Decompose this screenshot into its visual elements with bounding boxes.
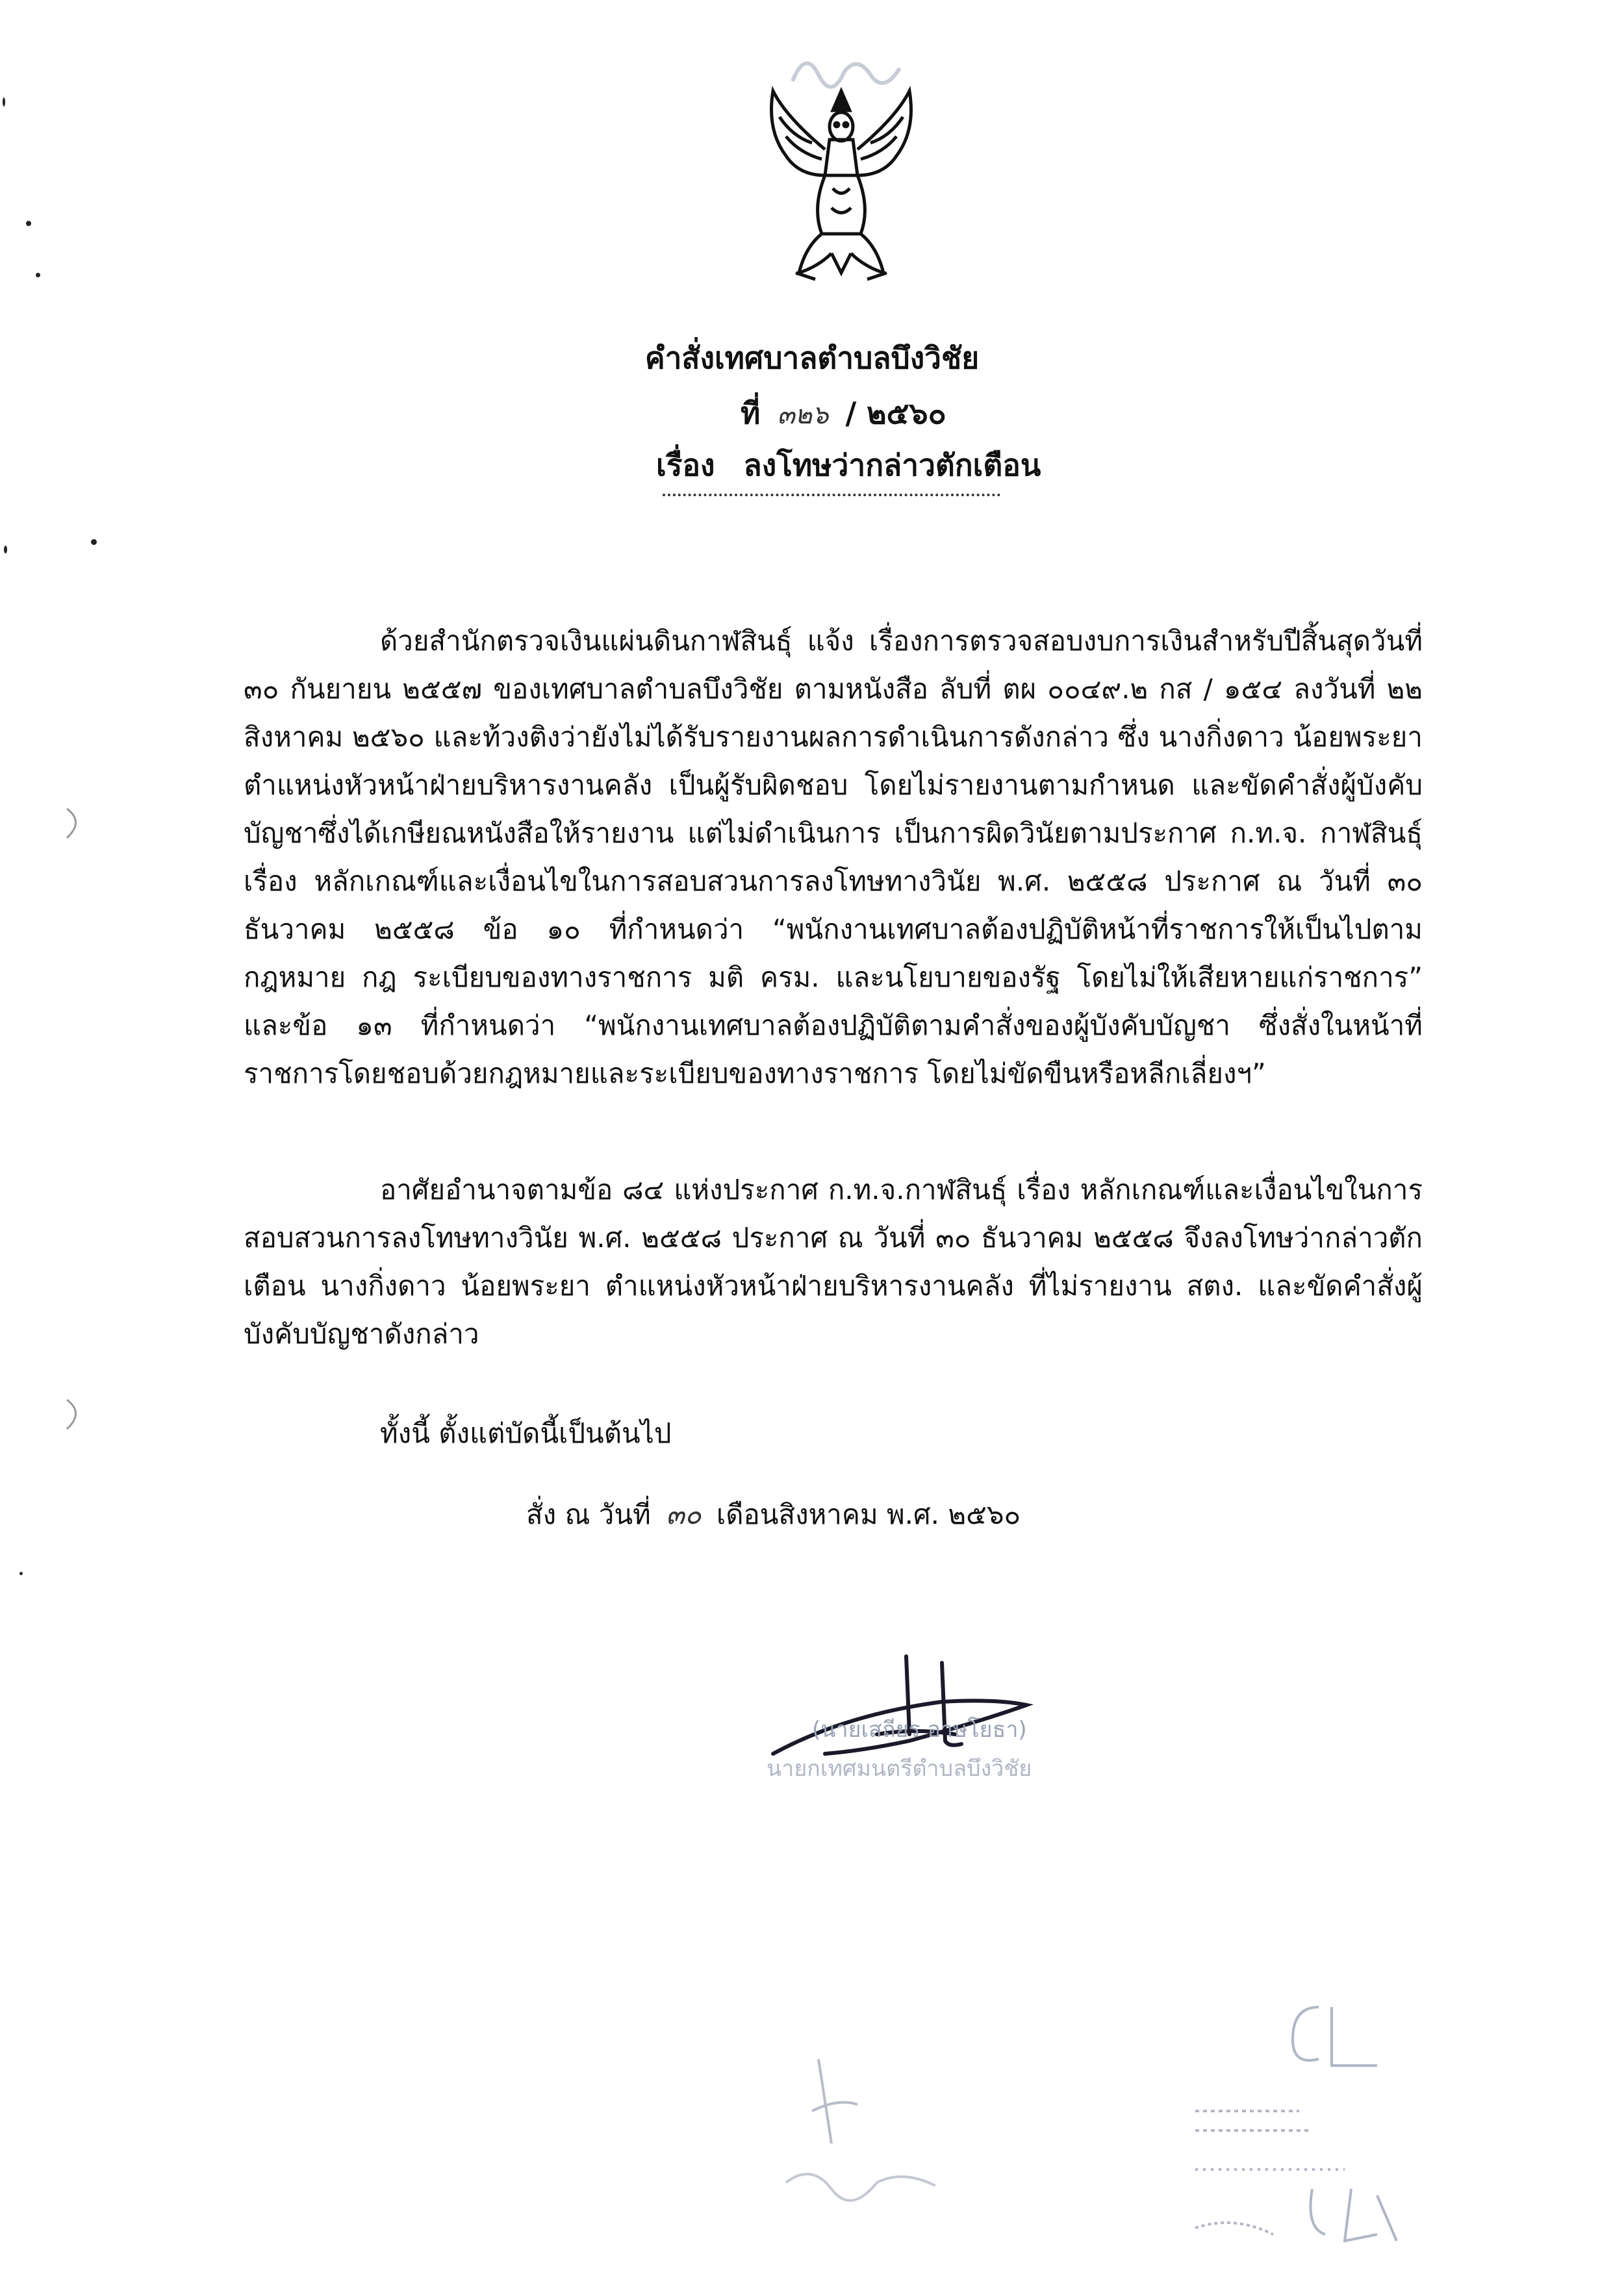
order-number-handwritten: ๓๒๖ bbox=[777, 400, 829, 430]
subject-label: เรื่อง bbox=[656, 448, 715, 483]
effective-statement: ทั้งนี้ ตั้งแต่บัดนี้เป็นต้นไป bbox=[380, 1417, 672, 1449]
date-prefix: สั่ง ณ วันที่ bbox=[526, 1498, 651, 1530]
scan-speck bbox=[19, 1572, 23, 1575]
subject-line bbox=[656, 442, 1041, 489]
faint-initials-mark bbox=[780, 2156, 948, 2208]
paragraph-1: ด้วยสำนักตรวจเงินแผ่นดินกาฬสินธุ์ แจ้ง เรื่องการตรวจสอบงบการเงินสำหรับปีสิ้นสุดวันที่ ๓๐ กันยายน ๒๕๕๗ ของเทศบาลตำบลบึงวิชัย ตามหนังสือ ลับที่ ตผ ๐๐๔๙.๒ กส / ๑๕๔ ลงวันที่ ๒๒ สิงหาคม ๒๕๖๐ และท้วงติงว่ายังไม่ได้รับรายงานผลการดำเนินการดังกล่าว ซึ่ง นางกิ่งดาว น้อยพระยา ตำแหน่งหัวหน้าฝ่ายบริหารงานคลัง เป็นผู้รับผิดชอบ โดยไม่รายงานตามกำหนด และขัดคำสั่งผู้บังคับบัญชาซึ่งได้เกษียณหนังสือให้รายงาน แต่ไม่ดำเนินการ เป็นการผิดวินัยตามประกาศ ก.ท.จ. กาฬสินธุ์ เรื่อง หลักเกณฑ์และเงื่อนไขในการสอบสวนการลงโทษทางวินัย พ.ศ. ๒๕๕๘ ประกาศ ณ วันที่ ๓๐ ธันวาคม ๒๕๕๘ ข้อ ๑๐ ที่กำหนดว่า “พนักงานเทศบาลต้องปฏิบัติหน้าที่ราชการให้เป็นไปตามกฎหมาย กฎ ระเบียบของทางราชการ มติ ครม. และนโยบายของรัฐ โดยไม่ให้เสียหายแก่ราชการ” และข้อ ๑๓ ที่กำหนดว่า “พนักงานเทศบาลต้องปฏิบัติตามคำสั่งของผู้บังคับบัญชา ซึ่งสั่งในหน้าที่ราชการโดยชอบด้วยกฎหมายและระเบียบของทางราชการ โดยไม่ขัดขืนหรือหลีกเลี่ยงฯ” bbox=[244, 625, 1423, 1089]
binder-hole-top bbox=[62, 802, 88, 841]
signer-name: (นายเสถียร อาษโยธา) bbox=[812, 1717, 1027, 1743]
subject-text: ลงโทษว่ากล่าวตักเตือน bbox=[743, 448, 1041, 483]
order-year: / ๒๕๖๐ bbox=[845, 396, 946, 431]
binder-hole-bottom bbox=[62, 1393, 88, 1432]
scan-speck bbox=[91, 539, 97, 545]
faint-approval-marks bbox=[1182, 1981, 1455, 2254]
scan-speck bbox=[4, 546, 7, 553]
scan-speck bbox=[36, 273, 40, 277]
paragraph-2: อาศัยอำนาจตามข้อ ๘๔ แห่งประกาศ ก.ท.จ.กาฬสินธุ์ เรื่อง หลักเกณฑ์และเงื่อนไขในการสอบสวนการลงโทษทางวินัย พ.ศ. ๒๕๕๘ ประกาศ ณ วันที่ ๓๐ ธันวาคม ๒๕๕๘ จึงลงโทษว่ากล่าวตักเตือน นางกิ่งดาว น้อยพระยา ตำแหน่งหัวหน้าฝ่ายบริหารงานคลัง ที่ไม่รายงาน สตง. และขัดคำสั่งผู้บังคับบัญชาดังกล่าว bbox=[244, 1174, 1423, 1350]
scan-speck bbox=[3, 97, 5, 107]
order-title: คำสั่งเทศบาลตำบลบึงวิชัย bbox=[644, 340, 980, 375]
order-date bbox=[526, 1491, 1371, 1539]
garuda-emblem-icon bbox=[760, 78, 922, 292]
order-prefix: ที่ bbox=[741, 396, 761, 431]
scan-speck bbox=[26, 221, 31, 226]
signer-position: นายกเทศมนตรีตำบลบึงวิชัย bbox=[767, 1756, 1032, 1782]
order-number bbox=[741, 390, 946, 437]
date-day-handwritten: ๓๐ bbox=[666, 1498, 702, 1530]
date-suffix: เดือนสิงหาคม พ.ศ. ๒๕๖๐ bbox=[716, 1498, 1021, 1530]
dotted-divider bbox=[663, 494, 1000, 496]
